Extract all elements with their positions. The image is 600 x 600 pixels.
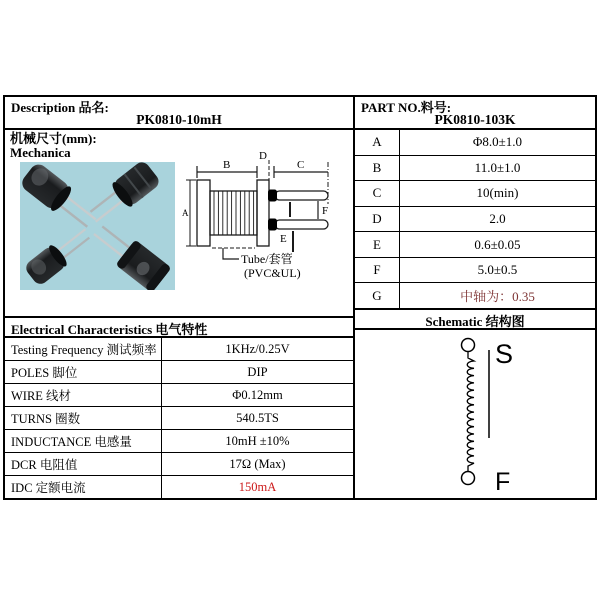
schematic-finish-terminal [462,472,475,485]
table-row [5,338,353,361]
dimension-key: B [355,156,400,181]
product-photo [20,162,175,290]
electrical-row-label: TURNS 圈数 [5,407,162,429]
electrical-row-label: POLES 脚位 [5,361,162,383]
electrical-row-value: 150mA [238,479,277,494]
dimension-value: 5.0±0.5 [477,262,518,278]
electrical-row-label: DCR 电阻值 [5,453,162,475]
electrical-row-value: 17Ω (Max) [229,456,286,471]
electrical-row-value: 1KHz/0.25V [225,341,290,356]
dimension-key: D [355,207,400,232]
part-no-value: PK0810-103K [434,112,516,127]
dimension-value: Φ8.0±1.0 [472,134,523,150]
drawing-lower-lead [275,220,328,229]
table-row [355,258,595,284]
drawing-left-flange [197,180,210,246]
mechanical-subtitle: Mechanica [10,145,71,160]
drawing-right-flange [257,180,269,246]
dimension-value: 中轴为：0.35 [460,289,535,305]
schematic-start-label: S [495,339,514,369]
dim-e-label: E [280,233,287,245]
table-row [355,156,595,182]
electrical-row-label: IDC 定额电流 [5,476,162,498]
schematic-coil [467,352,474,472]
table-row [355,181,595,207]
electrical-row-value: DIP [247,364,268,379]
schematic-drawing [355,330,595,498]
dim-f-label: F [322,205,329,217]
drawing-upper-lead [275,191,328,200]
schematic-finish-label: F [495,468,511,496]
drawing-lower-lead-cap [268,219,277,231]
dimension-value: 10(min) [476,185,519,201]
schematic-title: Schematic 结构图 [355,308,595,330]
table-row [5,453,353,476]
dimension-key: F [355,258,400,283]
dimension-value: 2.0 [489,211,506,227]
drawing-winding-hatch [214,191,254,235]
table-row [5,407,353,430]
description-cell [5,97,355,130]
dim-b-label: B [223,159,231,171]
dimension-key: G [355,283,400,308]
tube-label: Tube/套管 [241,252,293,266]
table-row [355,207,595,233]
description-value: PK0810-10mH [136,112,222,127]
table-row [5,476,353,498]
electrical-row-label: Testing Frequency 测试频率 [5,338,162,360]
dimension-key: E [355,232,400,257]
dimension-key: A [355,130,400,155]
electrical-row-label: WIRE 线材 [5,384,162,406]
schematic-cell [355,330,595,498]
dimension-value: 11.0±1.0 [474,159,521,175]
table-row [355,232,595,258]
table-row [355,130,595,156]
dim-c-label: C [297,159,305,171]
electrical-row-label: INDUCTANCE 电感量 [5,430,162,452]
dimension-key: C [355,181,400,206]
description-label: Description 品名: [11,100,109,115]
table-row [5,361,353,384]
electrical-table [5,338,355,498]
electrical-title: Electrical Characteristics 电气特性 [5,318,355,338]
drawing-upper-lead-cap [268,190,277,202]
dim-d-label: D [259,150,267,162]
part-no-label: PART NO.料号: [361,100,452,115]
datasheet-frame [3,95,597,500]
electrical-row-value: 10mH ±10% [225,433,290,448]
table-row [5,384,353,407]
dimension-table [355,130,595,308]
dimension-value: 0.6±0.05 [474,236,521,252]
electrical-row-value: Φ0.12mm [232,387,283,402]
table-row [5,430,353,453]
table-row [355,283,595,308]
tube-material-label: (PVC&UL) [244,266,301,280]
schematic-start-terminal [462,339,475,352]
part-no-cell [355,97,595,130]
dim-a-label: A [182,208,189,218]
drawing-winding [210,191,257,235]
mechanical-drawing [181,150,351,300]
mechanical-title: 机械尺寸(mm): [10,131,97,146]
electrical-row-value: 540.5TS [236,410,279,425]
mechanical-section [5,130,355,318]
